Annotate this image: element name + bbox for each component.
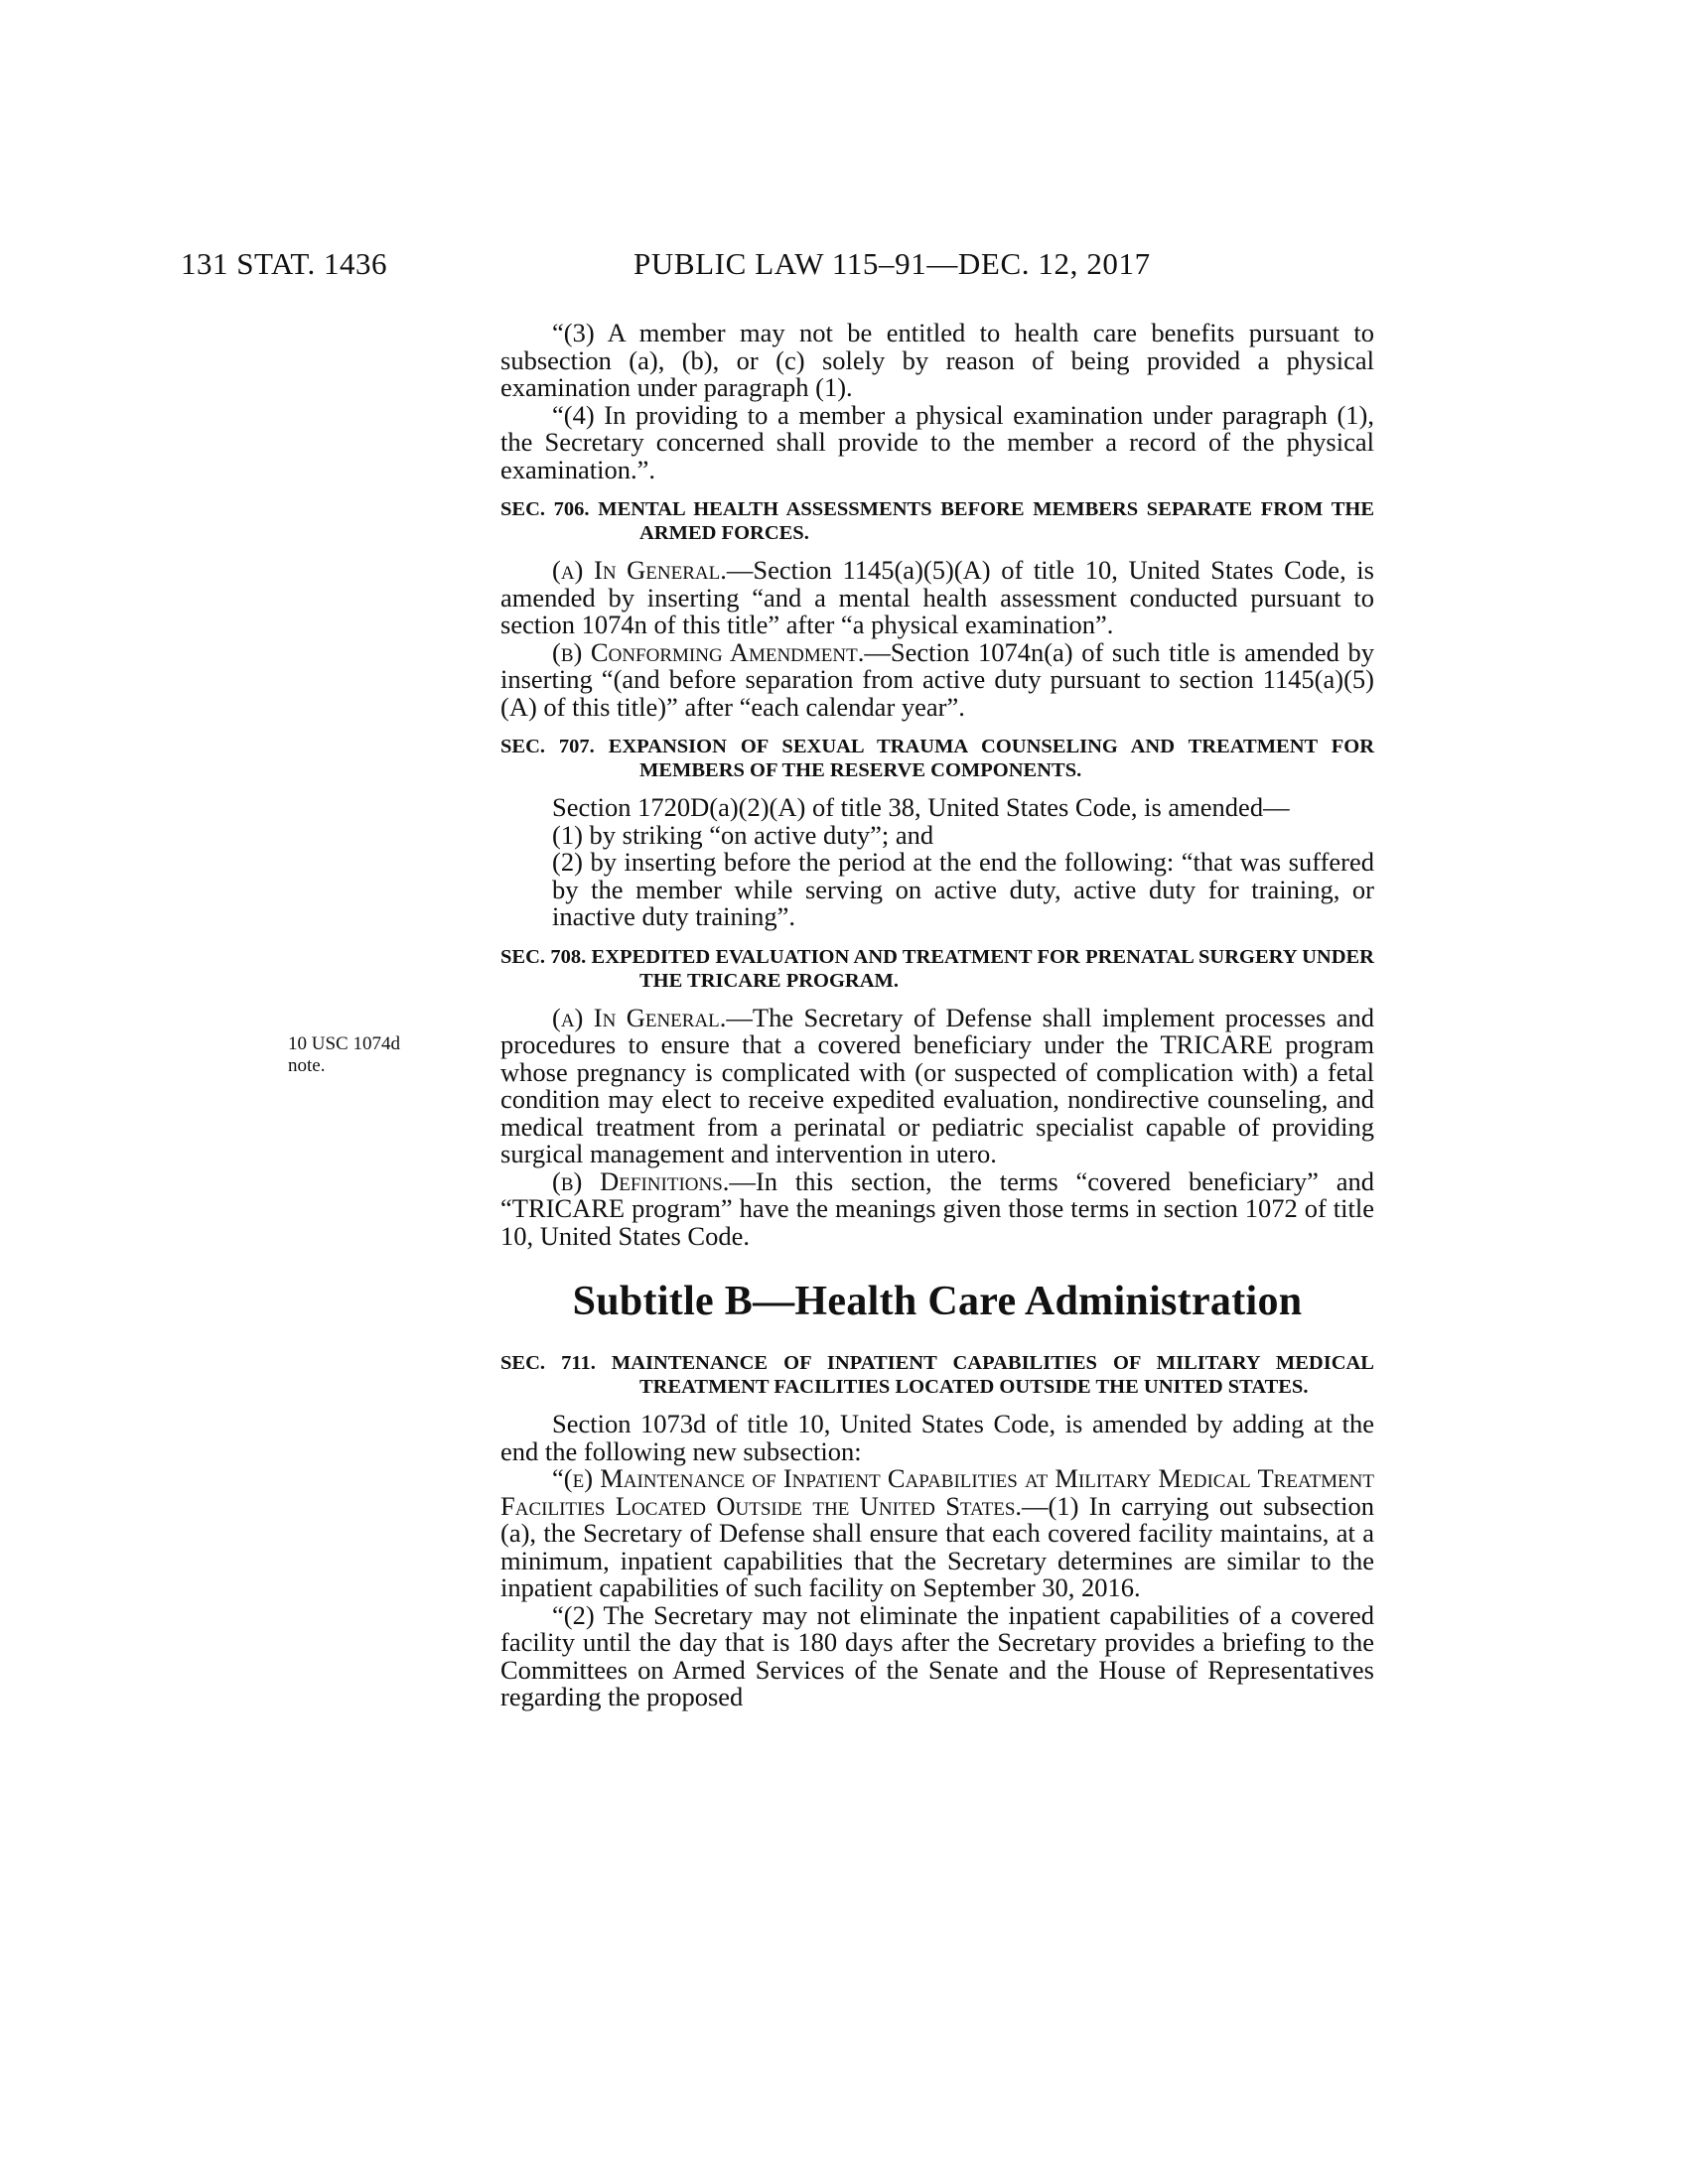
section-706-a-label: (a) In General.— bbox=[552, 555, 754, 585]
section-711-heading: SEC. 711. MAINTENANCE OF INPATIENT CAPABILITIES OF MILITARY MEDICAL TREATMENT FACILITIES LOCATED OUTSIDE THE UNITED STATES. bbox=[500, 1352, 1374, 1398]
statute-citation: 131 STAT. 1436 bbox=[181, 246, 388, 281]
paragraph-4: “(4) In providing to a member a physical examination under paragraph (1), the Secretary concerned shall provide to the member a record of the physical examination.”. bbox=[500, 399, 1374, 484]
section-706-b-text: Section 1074n(a) of such title is amended by inserting “(and before separation from active duty pursuant to section 1145(a)(5)(A) of this title)” after “each calendar year”. bbox=[500, 636, 1374, 722]
section-711-e bbox=[500, 1465, 1374, 1602]
subtitle-heading: Subtitle B—Health Care Administration bbox=[572, 1279, 1303, 1324]
section-708-heading: SEC. 708. EXPEDITED EVALUATION AND TREATMENT FOR PRENATAL SURGERY UNDER THE TRICARE PROGRAM. bbox=[500, 945, 1374, 992]
section-708-b bbox=[500, 1165, 1375, 1251]
section-708-b-label: (b) Definitions.— bbox=[552, 1165, 756, 1196]
paragraph-3: “(3) A member may not be entitled to health care benefits pursuant to subsection (a), (b), or (c) solely by reason of being provided a physical examination under paragraph (1). bbox=[500, 318, 1374, 402]
section-708-a-label: (a) In General.— bbox=[552, 1002, 753, 1032]
section-706-a-text: Section 1145(a)(5)(A) of title 10, United States Code, is amended by inserting “and a mental health assessment conducted pursuant to section 1074n of this title” after “a physical examination”. bbox=[500, 555, 1374, 639]
public-law-date: PUBLIC LAW 115–91—DEC. 12, 2017 bbox=[633, 246, 1151, 281]
margin-note-label: note. bbox=[288, 1055, 326, 1076]
section-708-a-text: The Secretary of Defense shall implement processes and procedures to ensure that a covered beneficiary under the TRICARE program whose pregnancy is complicated with (or suspected of complication with) a fetal condition may elect to receive expedited evaluation, nondirective counseling, and medical treatment from a perinatal or pediatric specialist capable of providing surgical management and intervention in utero. bbox=[500, 1002, 1374, 1168]
section-708-b-text: In this section, the terms “covered beneficiary” and “TRICARE program” have the meanings given those terms in section 1072 of title 10, United States Code. bbox=[500, 1165, 1375, 1251]
margin-note bbox=[288, 1033, 417, 1077]
section-706-a bbox=[500, 557, 1374, 639]
margin-note-citation: 10 USC 1074d bbox=[288, 1033, 400, 1054]
section-707-item-1: (1) by striking “on active duty”; and bbox=[552, 819, 934, 850]
section-707-intro: Section 1720D(a)(2)(A) of title 38, United States Code, is amended— bbox=[552, 792, 1290, 822]
section-711-intro: Section 1073d of title 10, United States Code, is amended by adding at the end the following new subsection: bbox=[500, 1409, 1374, 1466]
section-708-a bbox=[500, 1002, 1374, 1168]
section-706-b-label: (b) Conforming Amendment.— bbox=[552, 636, 891, 667]
section-707-heading: SEC. 707. EXPANSION OF SEXUAL TRAUMA COUNSELING AND TREATMENT FOR MEMBERS OF THE RESERVE COMPONENTS. bbox=[500, 736, 1374, 781]
section-706-heading: SEC. 706. MENTAL HEALTH ASSESSMENTS BEFORE MEMBERS SEPARATE FROM THE ARMED FORCES. bbox=[500, 498, 1374, 544]
section-706-b bbox=[500, 636, 1374, 722]
section-711-e-label: “(e) Maintenance of Inpatient Capabilities at Military Medical Treatment Facilities Located Outside the United States.— bbox=[500, 1463, 1374, 1521]
body-column bbox=[500, 320, 1374, 1711]
running-head bbox=[0, 246, 1688, 286]
section-707-item-2: (2) by inserting before the period at the end the following: “that was suffered by the member while serving on active duty, active duty for training, or inactive duty training”. bbox=[552, 847, 1374, 931]
section-711-paragraph-2: “(2) The Secretary may not eliminate the inpatient capabilities of a covered facility until the day that is 180 days after the Secretary provides a briefing to the Committees on Armed Services of the Senate and the House of Representatives regarding the proposed bbox=[500, 1599, 1374, 1711]
section-711-e-text: (1) In carrying out subsection (a), the Secretary of Defense shall ensure that each covered facility maintains, at a minimum, inpatient capabilities that the Secretary determines are similar to the inpatient capabilities of such facility on September 30, 2016. bbox=[500, 1490, 1374, 1602]
